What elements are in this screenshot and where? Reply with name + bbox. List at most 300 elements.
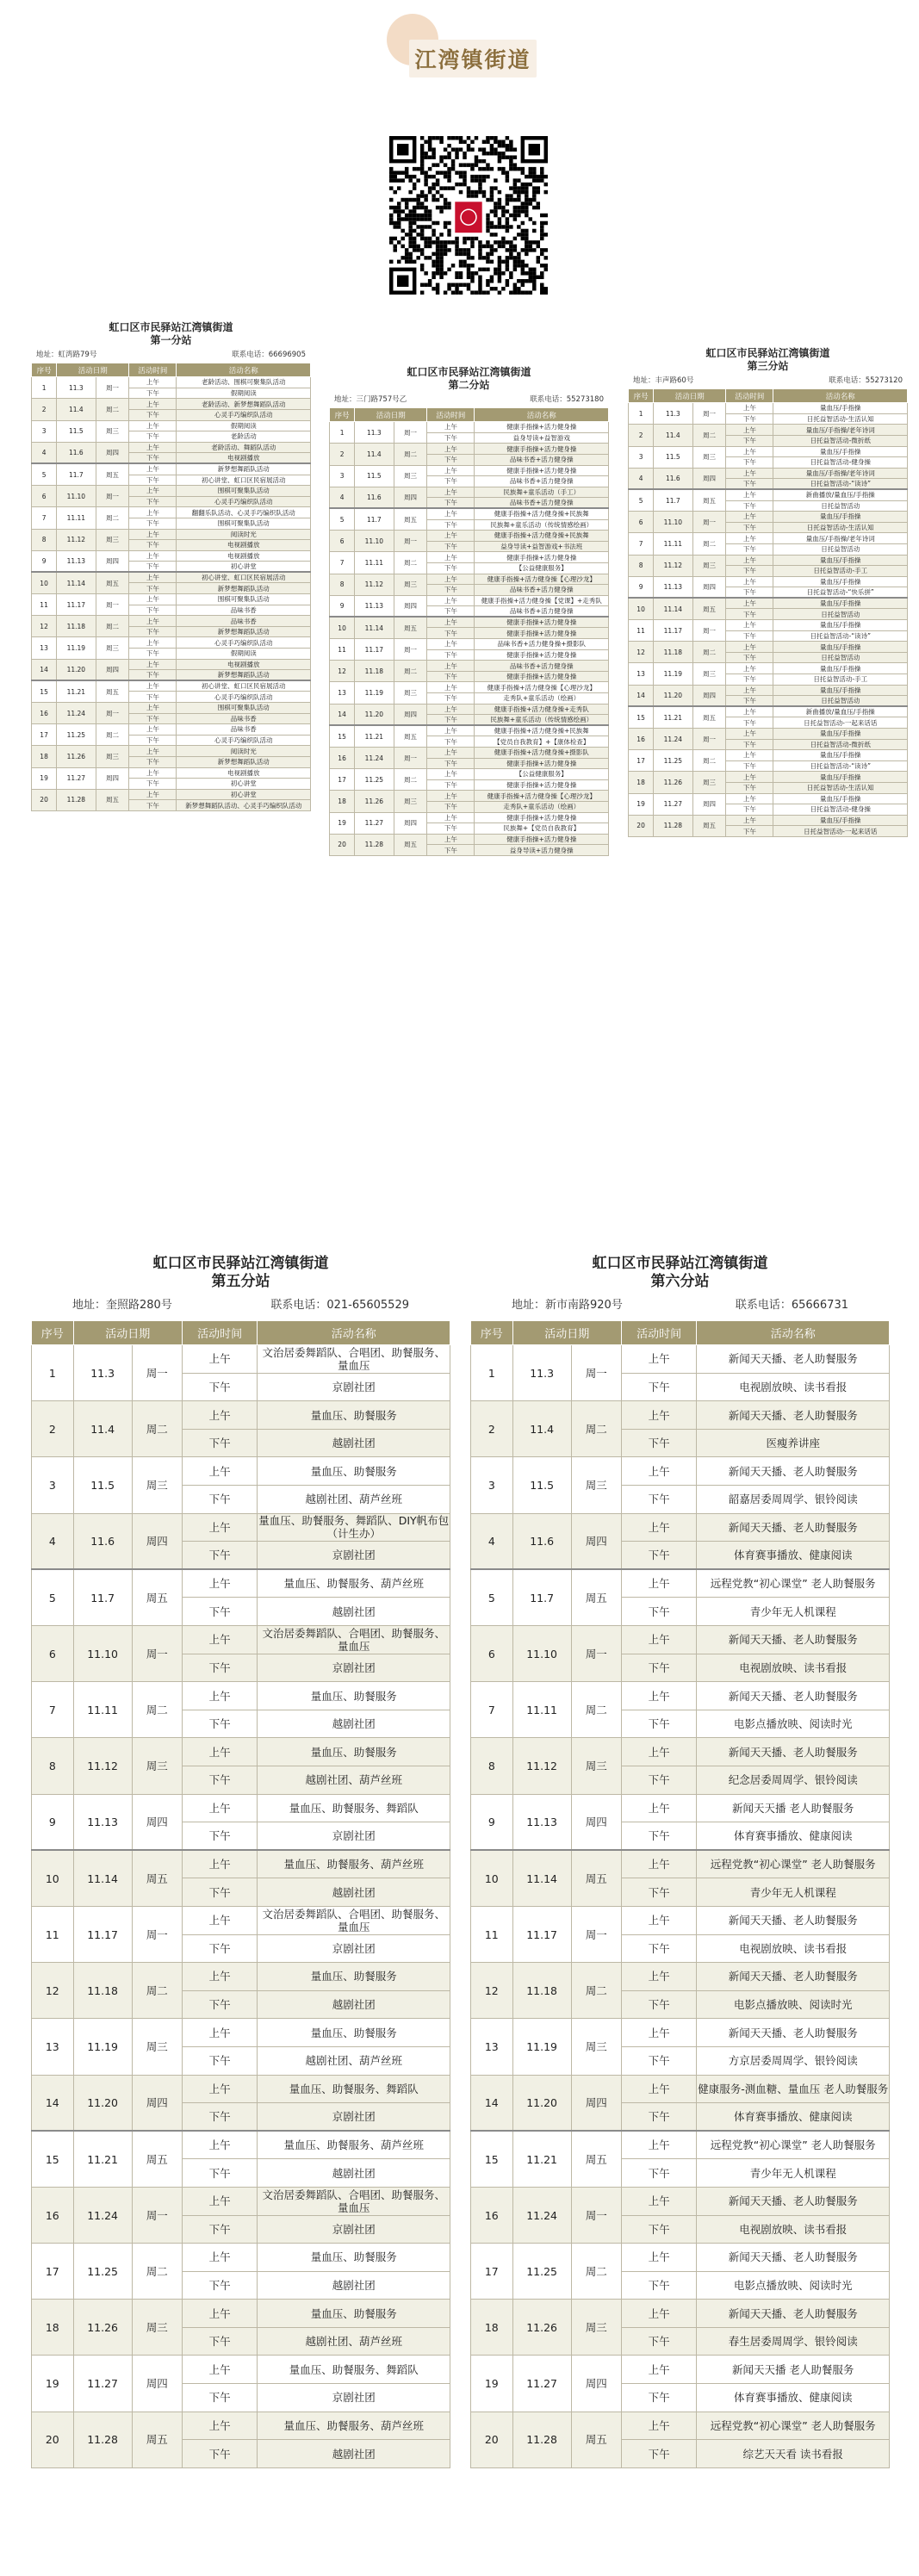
time-pm: 下午	[182, 2440, 257, 2468]
row-weekday: 周五	[96, 463, 129, 485]
time-pm: 下午	[427, 454, 475, 465]
row-date: 11.12	[57, 529, 96, 550]
activity-am: 新闻天天播、老人助餐服务	[697, 1682, 890, 1710]
activity-am: 健康手指操+活力健身操	[475, 465, 609, 476]
time-am: 上午	[726, 750, 773, 761]
col-header-time: 活动时间	[182, 1321, 257, 1345]
activity-pm: 电视剧放映、读书看报	[697, 1373, 890, 1401]
row-date: 11.17	[654, 620, 692, 642]
activity-pm: 心灵手巧编织队活动	[177, 409, 311, 420]
row-number: 20	[330, 834, 355, 855]
row-date: 11.25	[73, 2244, 132, 2300]
activity-am: 健康手指操+活力健身操+走秀队	[475, 704, 609, 715]
time-am: 上午	[182, 2412, 257, 2440]
table-row	[32, 550, 311, 562]
row-weekday: 周三	[571, 2300, 621, 2356]
row-date: 11.10	[73, 1626, 132, 1682]
activity-am: 健康手指操+活力健身操	[475, 812, 609, 823]
row-date: 11.11	[73, 1682, 132, 1738]
row-weekday: 周四	[692, 468, 726, 489]
row-date: 11.27	[355, 812, 394, 834]
table-row	[330, 661, 609, 672]
table-row	[629, 729, 908, 740]
time-am: 上午	[726, 446, 773, 457]
time-pm: 下午	[621, 2103, 696, 2132]
row-number: 12	[471, 1963, 513, 2019]
row-number: 2	[330, 444, 355, 465]
time-pm: 下午	[182, 1990, 257, 2019]
activity-pm: 越剧社团	[258, 1878, 450, 1907]
row-number: 19	[330, 812, 355, 834]
row-date: 11.14	[654, 598, 692, 619]
row-number: 2	[471, 1401, 513, 1457]
station-address: 地址：三门路757号乙	[334, 395, 407, 404]
station-3-schedule	[628, 347, 908, 837]
row-number: 18	[32, 746, 57, 767]
time-am: 上午	[129, 442, 177, 453]
row-date: 11.21	[73, 2131, 132, 2187]
activity-pm: 日托益智活动	[773, 696, 908, 707]
row-date: 11.10	[654, 512, 692, 533]
station-address: 地址：新市南路920号	[512, 1298, 623, 1312]
time-am: 上午	[621, 2300, 696, 2328]
row-number: 18	[471, 2300, 513, 2356]
row-number: 17	[32, 724, 57, 746]
row-weekday: 周一	[692, 512, 726, 533]
activity-pm: 青少年无人机课程	[697, 2159, 890, 2188]
time-am: 上午	[427, 834, 475, 845]
table-row	[629, 403, 908, 414]
activity-pm: 越剧社团	[258, 2159, 450, 2188]
table-row	[471, 1906, 890, 1934]
row-number: 12	[32, 616, 57, 637]
table-row	[629, 620, 908, 631]
row-date: 11.24	[512, 2187, 571, 2243]
row-date: 11.3	[57, 377, 96, 399]
activity-am: 新闻天天播、老人助餐服务	[697, 2244, 890, 2272]
row-number: 2	[32, 399, 57, 420]
activity-pm: 日托益智活动-“读诗”	[773, 630, 908, 642]
activity-pm: 品味书香+活力健身操	[475, 454, 609, 465]
time-pm: 下午	[621, 1822, 696, 1851]
row-weekday: 周一	[692, 403, 726, 425]
row-weekday: 周一	[132, 2187, 182, 2243]
activity-am: 【公益健康服务】	[475, 769, 609, 780]
activity-am: 量血压/手指操	[773, 642, 908, 653]
row-date: 11.24	[355, 748, 394, 769]
activity-am: 量血压、助餐服务、葫芦丝班	[258, 1850, 450, 1878]
row-number: 12	[32, 1963, 74, 2019]
activity-am: 量血压/手指操	[773, 729, 908, 740]
row-number: 13	[32, 2019, 74, 2075]
activity-pm: 京剧社团	[258, 2384, 450, 2412]
row-weekday: 周三	[394, 682, 427, 704]
time-pm: 下午	[621, 1878, 696, 1907]
time-pm: 下午	[129, 649, 177, 660]
time-pm: 下午	[182, 1486, 257, 1514]
row-weekday: 周五	[96, 572, 129, 593]
time-pm: 下午	[726, 566, 773, 577]
row-date: 11.7	[355, 508, 394, 530]
activity-am: 围棋可聚集队活动	[177, 594, 311, 605]
row-number: 12	[629, 642, 654, 663]
row-date: 11.26	[57, 746, 96, 767]
time-pm: 下午	[621, 1429, 696, 1457]
activity-pm: 纪念居委周周学、银铃阅读	[697, 1766, 890, 1795]
row-number: 16	[330, 748, 355, 769]
table-row	[471, 1963, 890, 1991]
activity-pm: 越剧社团	[258, 1710, 450, 1738]
row-weekday: 周一	[571, 1906, 621, 1962]
table-row	[330, 422, 609, 433]
row-date: 11.13	[512, 1794, 571, 1850]
row-number: 8	[32, 529, 57, 550]
activity-pm: 方京居委周周学、银铃阅读	[697, 2046, 890, 2075]
time-am: 上午	[182, 2356, 257, 2384]
row-date: 11.12	[73, 1738, 132, 1794]
row-number: 1	[330, 422, 355, 444]
row-date: 11.6	[57, 442, 96, 463]
table-row	[330, 574, 609, 585]
row-weekday: 周二	[132, 2244, 182, 2300]
row-number: 14	[32, 659, 57, 680]
row-weekday: 周一	[394, 748, 427, 769]
table-header-row	[629, 389, 908, 403]
row-number: 4	[330, 487, 355, 508]
station-phone: 联系电话：65666731	[735, 1298, 848, 1312]
time-am: 上午	[129, 637, 177, 649]
table-row	[32, 1401, 450, 1430]
row-number: 9	[471, 1794, 513, 1850]
row-number: 14	[32, 2075, 74, 2131]
time-pm: 下午	[129, 779, 177, 790]
table-row	[629, 576, 908, 587]
row-number: 10	[32, 1850, 74, 1906]
time-pm: 下午	[726, 457, 773, 469]
activity-pm: 越剧社团、葫芦丝班	[258, 2327, 450, 2356]
time-pm: 下午	[427, 693, 475, 705]
row-weekday: 周一	[692, 729, 726, 750]
row-number: 3	[32, 1457, 74, 1513]
row-date: 11.14	[73, 1850, 132, 1906]
table-row	[629, 598, 908, 609]
time-pm: 下午	[182, 1766, 257, 1795]
row-number: 6	[629, 512, 654, 533]
time-am: 上午	[427, 465, 475, 476]
row-date: 11.20	[73, 2075, 132, 2131]
station-title: 虹口区市民驿站江湾镇街道	[705, 347, 830, 359]
activity-am: 量血压、助餐服务、葫芦丝班	[258, 2131, 450, 2159]
table-row	[330, 791, 609, 802]
row-date: 11.5	[355, 465, 394, 487]
row-date: 11.21	[512, 2131, 571, 2187]
activity-pm: 日托益智活动	[773, 609, 908, 620]
time-am: 上午	[129, 659, 177, 670]
activity-pm: 日托益智活动	[773, 652, 908, 663]
time-pm: 下午	[182, 2271, 257, 2300]
time-am: 上午	[726, 706, 773, 717]
row-weekday: 周五	[692, 489, 726, 511]
table-row	[471, 2412, 890, 2440]
row-date: 11.6	[355, 487, 394, 508]
activity-am: 健康手指操+活力健身操	[475, 617, 609, 628]
activity-am: 量血压、助餐服务	[258, 2300, 450, 2328]
time-pm: 下午	[129, 562, 177, 573]
row-number: 18	[32, 2300, 74, 2356]
time-am: 上午	[726, 642, 773, 653]
time-pm: 下午	[182, 1822, 257, 1851]
time-pm: 下午	[427, 476, 475, 487]
activity-am: 文治居委舞蹈队、合唱团、助餐服务、量血压	[258, 1626, 450, 1654]
activity-pm: 越剧社团	[258, 1990, 450, 2019]
table-row	[32, 2412, 450, 2440]
time-pm: 下午	[621, 2046, 696, 2075]
time-pm: 下午	[726, 522, 773, 533]
activity-pm: 老龄活动	[177, 431, 311, 443]
time-am: 上午	[427, 769, 475, 780]
col-header-date: 活动日期	[73, 1321, 182, 1345]
row-number: 3	[471, 1457, 513, 1513]
row-date: 11.28	[355, 834, 394, 855]
col-header-no: 序号	[32, 1321, 74, 1345]
row-date: 11.12	[654, 555, 692, 576]
time-am: 上午	[182, 2187, 257, 2215]
row-date: 11.24	[73, 2187, 132, 2243]
time-am: 上午	[621, 1457, 696, 1486]
row-weekday: 周五	[394, 617, 427, 638]
station-subtitle: 第二分站	[448, 379, 490, 391]
activity-pm: 日托益智活动-健身操	[773, 457, 908, 469]
row-date: 11.18	[654, 642, 692, 663]
activity-pm: 假期阅读	[177, 649, 311, 660]
time-am: 上午	[182, 1794, 257, 1822]
time-am: 上午	[726, 620, 773, 631]
time-pm: 下午	[129, 670, 177, 681]
activity-am: 量血压/手指操	[773, 663, 908, 674]
activity-am: 健康手指操+活力健身操+民族舞	[475, 531, 609, 542]
row-weekday: 周三	[394, 465, 427, 487]
row-weekday: 周二	[692, 533, 726, 555]
row-date: 11.4	[355, 444, 394, 465]
station-info	[470, 1292, 890, 1321]
row-weekday: 周四	[571, 1513, 621, 1569]
row-weekday: 周三	[132, 1457, 182, 1513]
row-weekday: 周四	[96, 659, 129, 680]
activity-am: 新曲播放/量血压/手指操	[773, 706, 908, 717]
row-date: 11.6	[512, 1513, 571, 1569]
row-date: 11.4	[73, 1401, 132, 1457]
station-address: 地址：丰声路60号	[633, 376, 694, 385]
time-pm: 下午	[621, 1542, 696, 1570]
row-date: 11.25	[355, 769, 394, 791]
time-am: 上午	[621, 1794, 696, 1822]
table-row	[330, 725, 609, 736]
activity-am: 量血压、助餐服务	[258, 1401, 450, 1430]
activity-pm: 新梦想舞蹈队活动	[177, 670, 311, 681]
row-date: 11.3	[355, 422, 394, 444]
row-weekday: 周一	[96, 703, 129, 724]
row-weekday: 周四	[132, 2356, 182, 2412]
activity-am: 电视剧播放	[177, 659, 311, 670]
time-pm: 下午	[129, 475, 177, 486]
row-date: 11.11	[512, 1682, 571, 1738]
activity-pm: 越剧社团	[258, 1429, 450, 1457]
activity-pm: 越剧社团	[258, 1598, 450, 1626]
activity-pm: 健康手指操+活力健身操	[475, 758, 609, 769]
time-am: 上午	[621, 2244, 696, 2272]
table-row	[32, 1906, 450, 1934]
activity-pm: 初心讲堂、虹口区民宿展活动	[177, 475, 311, 486]
time-pm: 下午	[726, 674, 773, 686]
time-pm: 下午	[182, 2046, 257, 2075]
row-date: 11.7	[654, 489, 692, 511]
time-am: 上午	[129, 550, 177, 562]
row-number: 7	[32, 507, 57, 529]
activity-pm: 京剧社团	[258, 1822, 450, 1851]
table-row	[629, 706, 908, 717]
time-am: 上午	[621, 1682, 696, 1710]
row-number: 15	[471, 2131, 513, 2187]
time-pm: 下午	[129, 583, 177, 594]
row-weekday: 周三	[96, 529, 129, 550]
row-number: 5	[471, 1569, 513, 1625]
activity-pm: 品味书香+活力健身操	[475, 585, 609, 596]
time-pm: 下午	[621, 2440, 696, 2468]
row-number: 13	[32, 637, 57, 659]
time-am: 上午	[182, 1850, 257, 1878]
row-date: 11.19	[355, 682, 394, 704]
table-row	[32, 2356, 450, 2384]
table-row	[32, 399, 311, 410]
activity-am: 量血压/手指操	[773, 512, 908, 523]
activity-am: 新闻天天播、老人助餐服务	[697, 1626, 890, 1654]
row-date: 11.11	[654, 533, 692, 555]
table-row	[471, 1513, 890, 1542]
activity-pm: 心灵手巧编织队活动	[177, 735, 311, 746]
time-am: 上午	[182, 1457, 257, 1486]
time-am: 上午	[129, 486, 177, 497]
row-weekday: 周四	[96, 442, 129, 463]
row-number: 5	[32, 463, 57, 485]
time-am: 上午	[621, 1963, 696, 1991]
table-row	[32, 507, 311, 518]
table-row	[629, 489, 908, 500]
activity-am: 阅读时光	[177, 529, 311, 540]
row-weekday: 周四	[394, 704, 427, 725]
activity-pm: 体育赛事播放、健康阅读	[697, 1822, 890, 1851]
row-weekday: 周二	[571, 1682, 621, 1738]
station-title: 虹口区市民驿站江湾镇街道	[407, 366, 531, 378]
table-row	[330, 487, 609, 498]
row-date: 11.4	[57, 399, 96, 420]
activity-am: 量血压/手指操	[773, 576, 908, 587]
col-header-date: 活动日期	[355, 408, 427, 422]
row-number: 10	[32, 572, 57, 593]
time-am: 上午	[182, 1906, 257, 1934]
time-pm: 下午	[621, 2384, 696, 2412]
activity-pm: 京剧社团	[258, 1542, 450, 1570]
row-date: 11.13	[355, 595, 394, 617]
time-am: 上午	[129, 572, 177, 583]
activity-pm: 健康手指操+活力健身操	[475, 671, 609, 682]
time-am: 上午	[621, 1850, 696, 1878]
time-am: 上午	[182, 1963, 257, 1991]
row-weekday: 周二	[692, 425, 726, 446]
activity-am: 量血压、助餐服务	[258, 1682, 450, 1710]
row-weekday: 周四	[692, 793, 726, 815]
row-number: 2	[32, 1401, 74, 1457]
row-number: 10	[330, 617, 355, 638]
row-weekday: 周五	[132, 1569, 182, 1625]
row-weekday: 周三	[394, 574, 427, 595]
row-number: 3	[32, 420, 57, 442]
row-weekday: 周四	[394, 487, 427, 508]
activity-pm: 民族舞+【党员自我教育】	[475, 823, 609, 835]
time-am: 上午	[621, 2187, 696, 2215]
activity-am: 初心讲堂	[177, 789, 311, 800]
table-row	[32, 1513, 450, 1542]
activity-pm: 新梦想舞蹈队活动	[177, 756, 311, 767]
table-row	[32, 1626, 450, 1654]
time-am: 上午	[129, 507, 177, 518]
time-pm: 下午	[427, 628, 475, 639]
station-info	[329, 392, 609, 407]
row-date: 11.18	[512, 1963, 571, 2019]
activity-pm: 体育赛事播放、健康阅读	[697, 2103, 890, 2132]
table-row	[32, 2131, 450, 2159]
activity-pm: 品味书香	[177, 713, 311, 724]
row-date: 11.24	[654, 729, 692, 750]
schedule-table	[31, 363, 311, 811]
row-number: 12	[330, 661, 355, 682]
table-row	[32, 1457, 450, 1486]
activity-am: 健康手指操+活力健身操	[475, 422, 609, 433]
activity-am: 新闻天天播、老人助餐服务	[697, 1345, 890, 1374]
row-number: 17	[629, 750, 654, 772]
row-number: 10	[471, 1850, 513, 1906]
activity-pm: 日托益智活动	[773, 543, 908, 555]
table-row	[629, 533, 908, 544]
table-row	[32, 1850, 450, 1878]
row-number: 1	[32, 1345, 74, 1401]
table-row	[471, 2019, 890, 2047]
row-weekday: 周五	[394, 508, 427, 530]
col-header-date: 活动日期	[512, 1321, 621, 1345]
time-pm: 下午	[182, 1934, 257, 1963]
row-number: 15	[32, 2131, 74, 2187]
row-number: 19	[471, 2356, 513, 2412]
time-am: 上午	[621, 1738, 696, 1766]
row-number: 8	[629, 555, 654, 576]
table-row	[330, 531, 609, 542]
row-date: 11.20	[654, 685, 692, 706]
row-weekday: 周一	[132, 1906, 182, 1962]
table-row	[471, 1682, 890, 1710]
time-am: 上午	[621, 1513, 696, 1542]
activity-pm: 日托益智活动-微折纸	[773, 435, 908, 446]
time-am: 上午	[621, 1626, 696, 1654]
activity-am: 民族舞+童乐活动（手工）	[475, 487, 609, 498]
time-am: 上午	[129, 724, 177, 736]
row-weekday: 周一	[692, 620, 726, 642]
activity-am: 品味书香+活力健身操+摄影队	[475, 639, 609, 650]
station-address: 地址：虹湾路79号	[36, 351, 97, 359]
time-pm: 下午	[427, 801, 475, 812]
row-date: 11.20	[512, 2075, 571, 2131]
time-pm: 下午	[427, 432, 475, 444]
activity-pm: 京剧社团	[258, 2215, 450, 2244]
table-row	[330, 639, 609, 650]
